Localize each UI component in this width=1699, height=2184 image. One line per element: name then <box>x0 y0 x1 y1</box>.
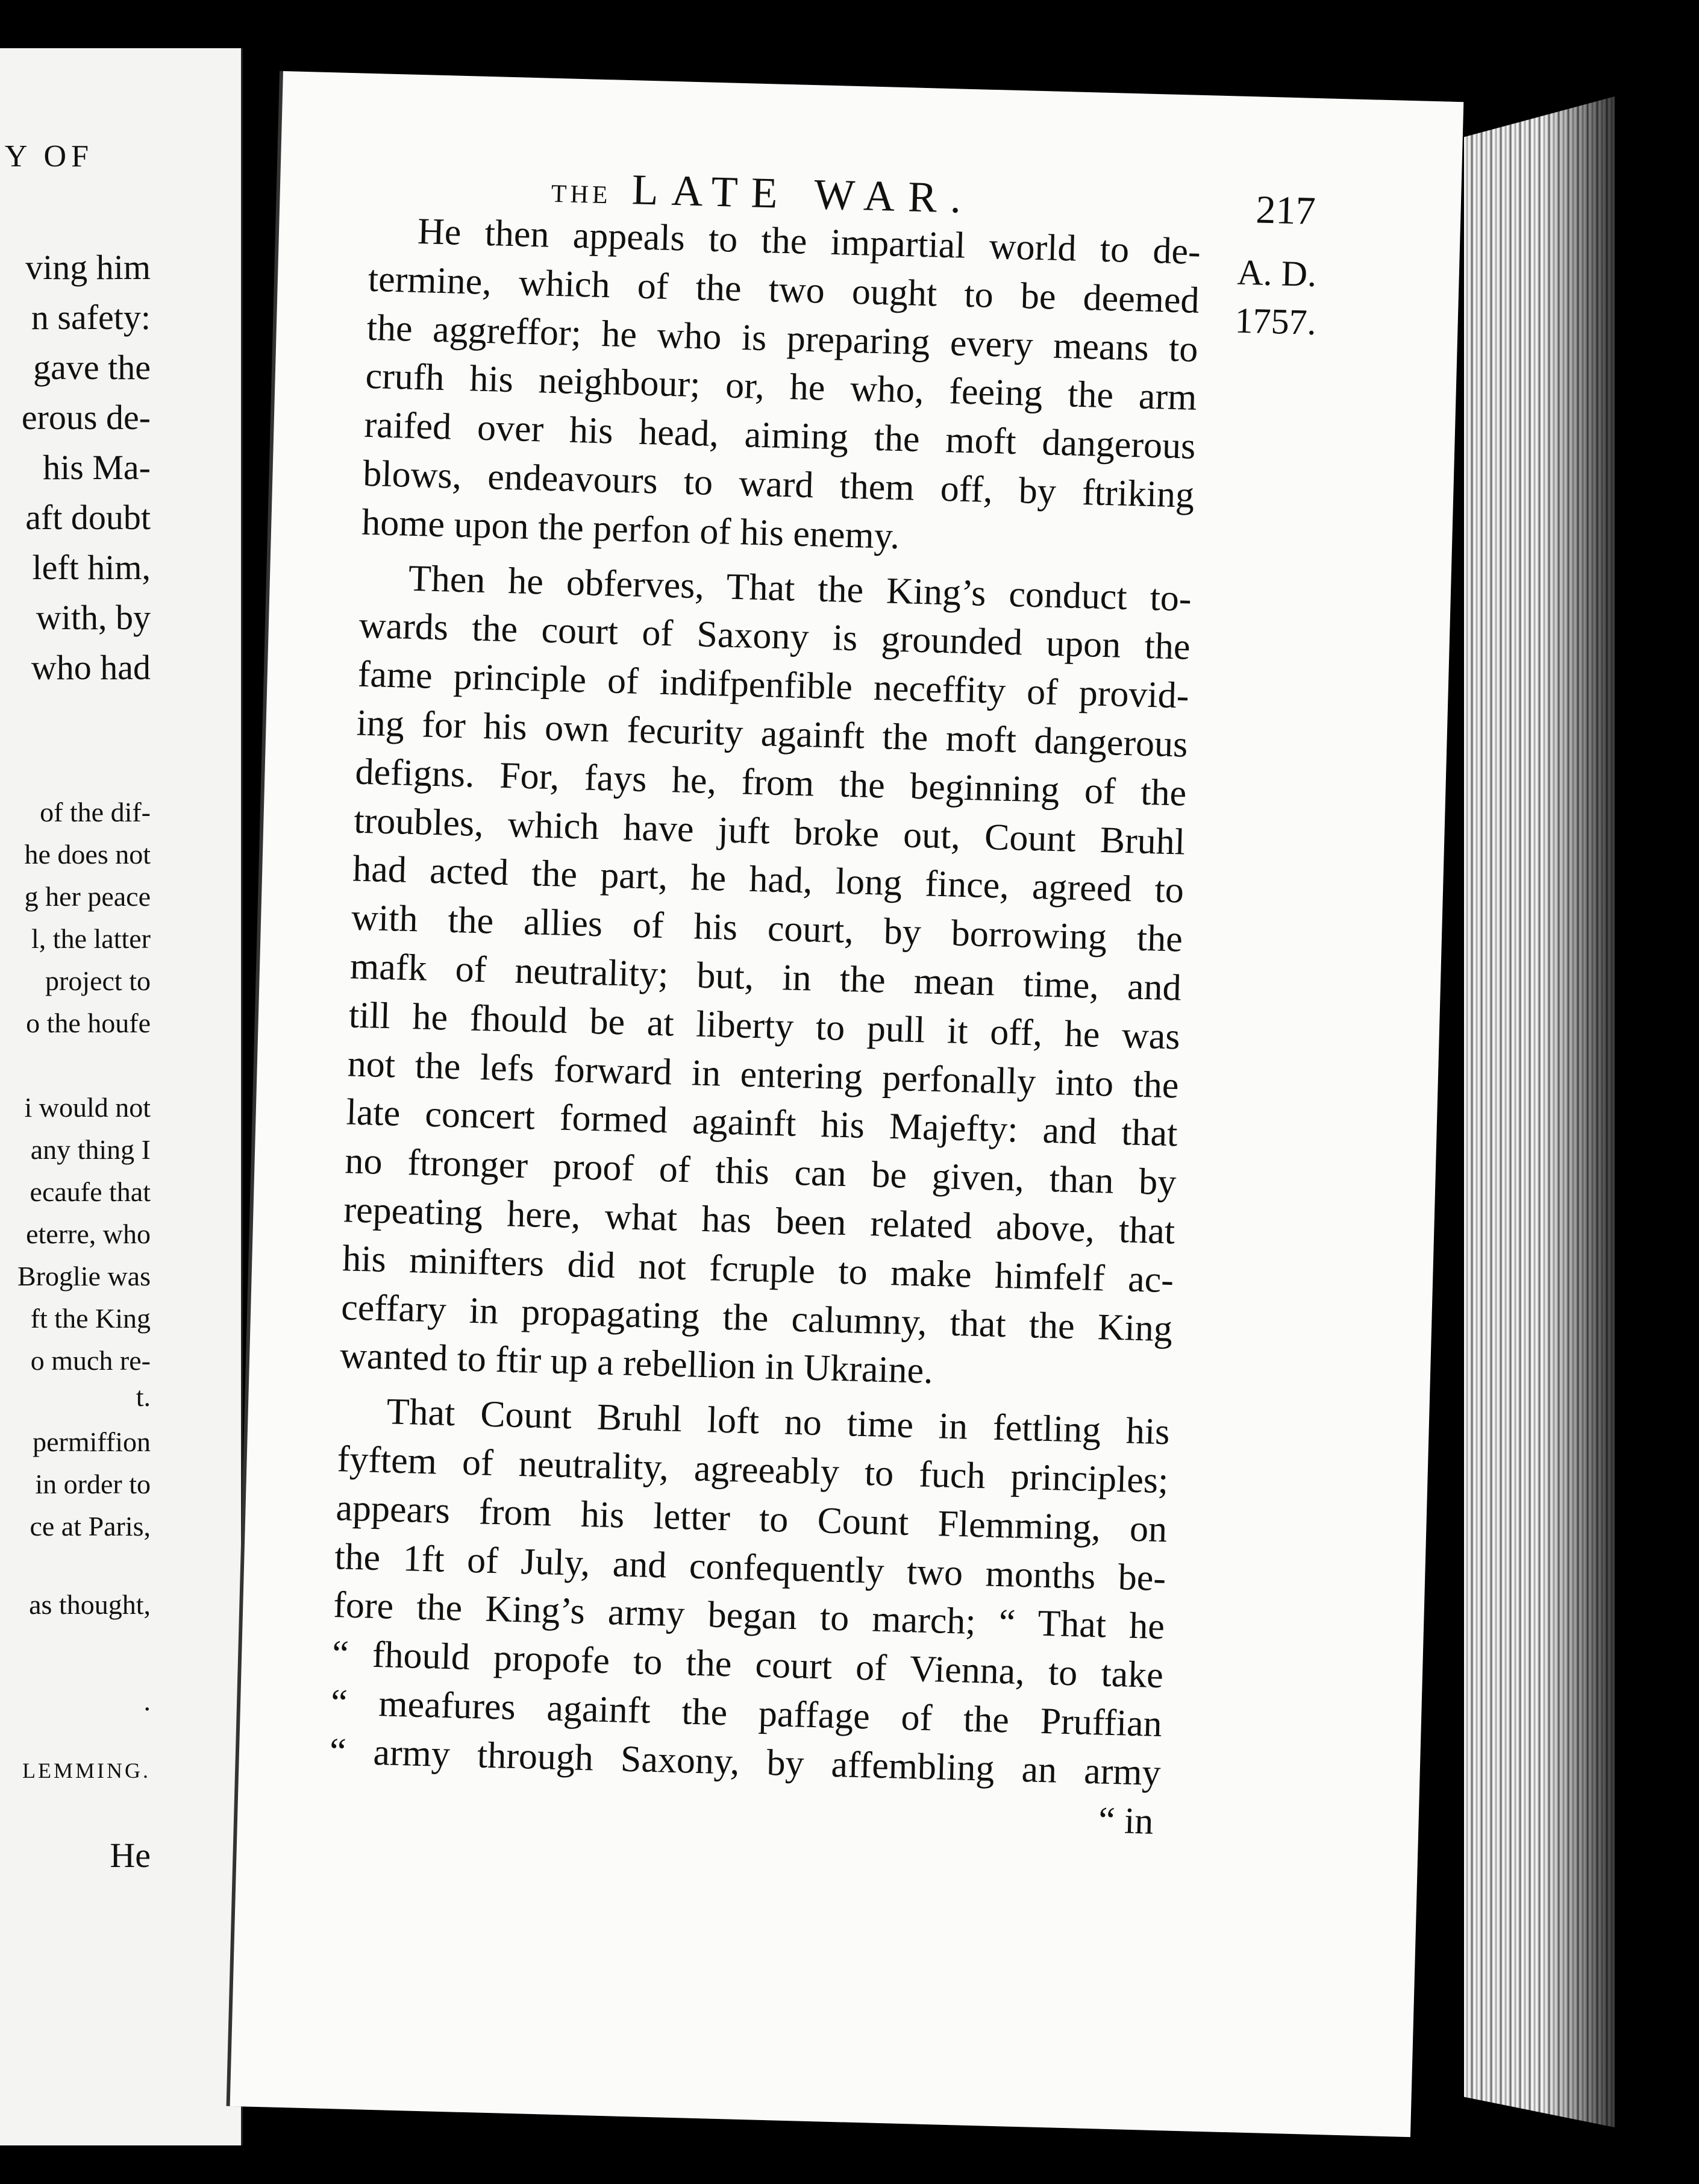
text-line: late concert formed againft his Majefty: and that <box>345 1091 1178 1155</box>
text-line: fame principle of indifpenfible neceffity of provid- <box>357 653 1190 717</box>
text-line: Then he obferves, That the King’s conduct to- <box>408 557 1192 620</box>
text-line: defigns. For, fays he, from the beginning of the <box>354 751 1187 814</box>
text-line: raifed over his head, aiming the moft dangerous <box>363 404 1197 468</box>
left-text-line: who had <box>31 648 151 687</box>
text-line: ceffary in propagating the calumny, that the King <box>340 1286 1173 1349</box>
page-number: 217 <box>1255 187 1316 233</box>
text-line: termine, which of the two ought to be deemed <box>368 258 1200 321</box>
left-note-line: as thought, <box>29 1589 151 1620</box>
left-signature: LEMMING. <box>22 1759 151 1783</box>
text-line: no ftronger proof of this can be given, than by <box>344 1140 1177 1203</box>
left-note-line: of the dif- <box>40 797 151 827</box>
text-line: fore the King’s army began to march; “ That he <box>333 1584 1165 1648</box>
left-text-line: erous de- <box>21 398 151 437</box>
text-line: till he fhould be at liberty to pull it off, he was <box>348 994 1181 1058</box>
left-note-line: ft the King <box>30 1303 151 1334</box>
left-running-head: Y OF <box>4 139 93 174</box>
left-note-line: t. <box>136 1381 151 1412</box>
marginal-date <box>1234 248 1318 347</box>
text-line: appears from his letter to Count Flemming, on <box>335 1487 1168 1550</box>
text-line: mafk of neutrality; but, in the mean time, and <box>349 946 1182 1009</box>
text-line: ing for his own fecurity againft the moft dangerous <box>355 702 1189 765</box>
text-line: “ meafures againft the paffage of the Pruffian <box>330 1681 1163 1745</box>
left-text-line: left him, <box>32 548 151 587</box>
left-text-line: gave the <box>33 348 151 387</box>
text-line: with the allies of his court, by borrowing the <box>351 897 1183 960</box>
text-line: “ fhould propofe to the court of Vienna, to take <box>331 1633 1164 1696</box>
left-note-line: Broglie was <box>17 1261 151 1291</box>
text-line: wanted to ftir up a rebellion in Ukraine. <box>339 1335 934 1392</box>
left-note-line: eterre, who <box>26 1219 151 1249</box>
text-line: repeating here, what has been related above, that <box>343 1189 1175 1252</box>
text-line: had acted the part, he had, long fince, agreed to <box>352 848 1184 911</box>
text-line: home upon the perfon of his enemy. <box>361 501 901 557</box>
fore-edge-shadow <box>1542 90 1639 2133</box>
marginal-era: A. D. <box>1236 252 1317 295</box>
running-head-article: THE <box>551 180 612 210</box>
text-line: the 1ft of July, and confequently two months be- <box>334 1536 1166 1599</box>
text-line: his minifters did not fcruple to make himfelf ac- <box>342 1237 1174 1301</box>
text-line: blows, endeavours to ward them off, by ftriking <box>362 453 1195 516</box>
left-note-line: ecaufe that <box>30 1176 151 1207</box>
marginal-year: 1757. <box>1234 300 1317 343</box>
left-note-line: in order to <box>35 1469 151 1499</box>
left-note-line: any thing I <box>30 1134 151 1165</box>
left-note-line: . <box>143 1686 151 1716</box>
text-line: crufh his neighbour; or, he who, feeing the arm <box>365 356 1198 419</box>
text-line: He then appeals to the impartial world to de- <box>417 210 1201 272</box>
left-text-line: his Ma- <box>43 448 151 487</box>
left-note-line: l, the latter <box>31 923 151 954</box>
left-note-line: he does not <box>24 839 151 870</box>
text-line: the aggreffor; he who is preparing every means to <box>366 307 1199 370</box>
text-line: That Count Bruhl loft no time in fettling his <box>386 1391 1171 1453</box>
left-note-line: o much re- <box>30 1345 151 1376</box>
text-line: “ army through Saxony, by affembling an army <box>329 1730 1162 1793</box>
text-line: fyftem of neutrality, agreeably to fuch principles; <box>336 1439 1169 1502</box>
left-facing-page <box>0 48 243 2145</box>
left-note-line: o the houfe <box>26 1008 151 1038</box>
left-catchword: He <box>110 1836 151 1875</box>
text-line: wards the court of Saxony is grounded upon the <box>358 604 1191 668</box>
book-page <box>230 71 1464 2137</box>
left-text-line: ving him <box>25 248 151 287</box>
left-note-line: permiffion <box>33 1426 151 1457</box>
left-text-line: with, by <box>36 598 151 637</box>
left-note-line: i would not <box>24 1092 151 1123</box>
left-text-line: n safety: <box>31 298 151 337</box>
catchword: “ in <box>1098 1799 1154 1842</box>
text-line: troubles, which have juft broke out, Count Bruhl <box>353 800 1186 863</box>
left-note-line: project to <box>45 965 151 996</box>
left-note-line: g her peace <box>24 881 151 912</box>
body-text <box>328 206 1201 1847</box>
left-text-line: aft doubt <box>25 498 151 537</box>
text-line: not the lefs forward in entering perfonally into the <box>347 1043 1180 1106</box>
left-note-line: ce at Paris, <box>30 1511 151 1542</box>
running-head-title: LATE WAR. <box>631 165 975 223</box>
